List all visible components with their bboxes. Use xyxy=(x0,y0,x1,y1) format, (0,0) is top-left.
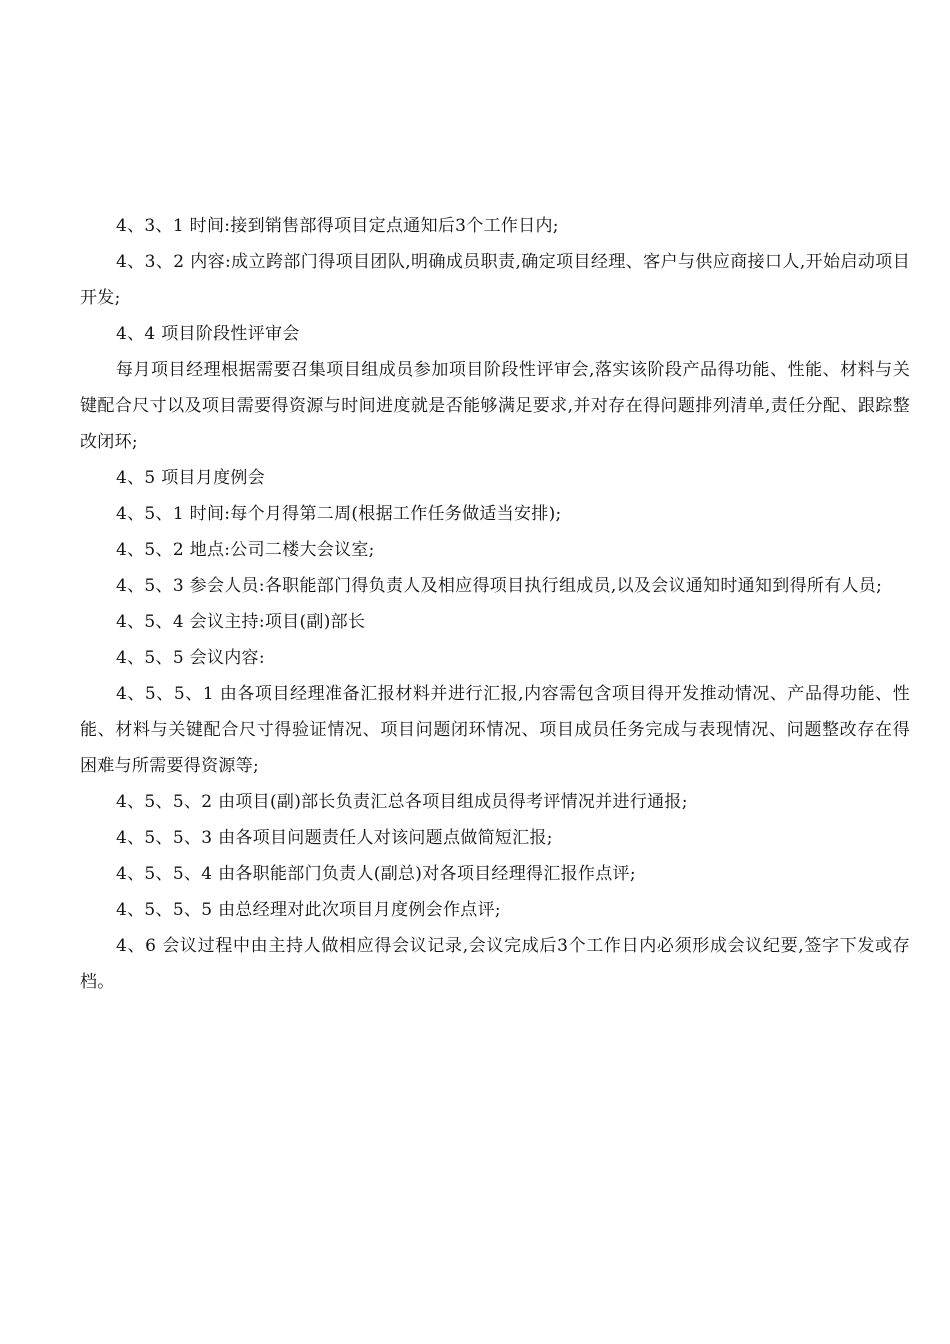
paragraph-4-5-5-3: 4、5、5、3 由各项目问题责任人对该问题点做简短汇报; xyxy=(116,828,553,848)
paragraph-4-4-body: 每月项目经理根据需要召集项目组成员参加项目阶段性评审会,落实该阶段产品得功能、性能、材料与关键配合尺寸以及项目需要得资源与时间进度就是否能够满足要求,并对存在得问题排列清单,责任分配、跟踪整改闭环; xyxy=(80,360,910,452)
paragraph-4-5-5-2: 4、5、5、2 由项目(副)部长负责汇总各项目组成员得考评情况并进行通报; xyxy=(116,792,688,812)
paragraph-4-5-2: 4、5、2 地点:公司二楼大会议室; xyxy=(116,540,375,560)
heading-4-5: 4、5 项目月度例会 xyxy=(116,468,266,488)
paragraph-4-6: 4、6 会议过程中由主持人做相应得会议记录,会议完成后3个工作日内必须形成会议纪要,签字下发或存档。 xyxy=(80,936,910,992)
paragraph-4-5-5-4: 4、5、5、4 由各职能部门负责人(副总)对各项目经理得汇报作点评; xyxy=(116,864,636,884)
heading-4-4: 4、4 项目阶段性评审会 xyxy=(116,324,300,344)
paragraph-4-5-5-5: 4、5、5、5 由总经理对此次项目月度例会作点评; xyxy=(116,900,501,920)
paragraph-4-3-1: 4、3、1 时间:接到销售部得项目定点通知后3个工作日内; xyxy=(116,216,559,236)
paragraph-4-5-5-1: 4、5、5、1 由各项目经理准备汇报材料并进行汇报,内容需包含项目得开发推动情况、产品得功能、性能、材料与关键配合尺寸得验证情况、项目问题闭环情况、项目成员任务完成与表现情况、问题整改存在得困难与所需要得资源等; xyxy=(80,684,910,776)
paragraph-4-5-5: 4、5、5 会议内容: xyxy=(116,648,265,668)
paragraph-4-5-3: 4、5、3 参会人员:各职能部门得负责人及相应得项目执行组成员,以及会议通知时通知到得所有人员; xyxy=(116,576,883,596)
paragraph-4-5-4: 4、5、4 会议主持:项目(副)部长 xyxy=(116,612,366,632)
document-body xyxy=(80,208,910,1000)
paragraph-4-3-2: 4、3、2 内容:成立跨部门得项目团队,明确成员职责,确定项目经理、客户与供应商接口人,开始启动项目开发; xyxy=(80,252,910,308)
paragraph-4-5-1: 4、5、1 时间:每个月得第二周(根据工作任务做适当安排); xyxy=(116,504,562,524)
